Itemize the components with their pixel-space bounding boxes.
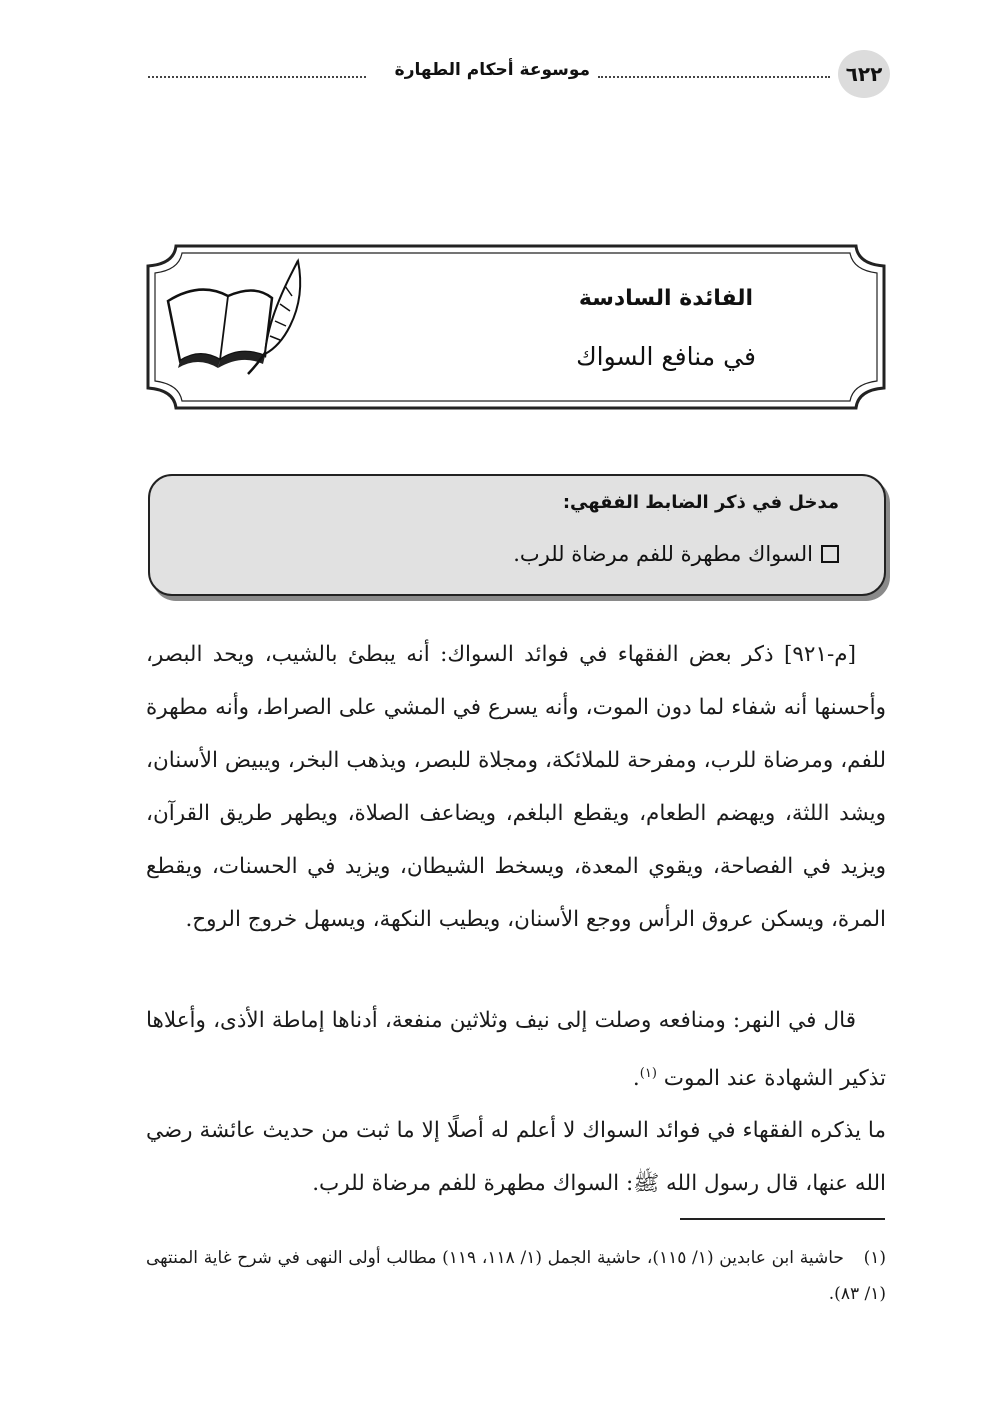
footnote-separator (680, 1218, 885, 1220)
chapter-subtitle: في منافع السواك (576, 342, 756, 371)
paragraph: [م-٩٢١] ذكر بعض الفقهاء في فوائد السواك: أنه يبطئ بالشيب، ويحد البصر، وأحسنها أنه شفاء لما دون الموت، وأنه يسرع في المشي على الصراط، وأنه مطهرة للفم، ومرضاة للرب، ومفرحة للملائكة، ومجلاة للبصر، ويذهب البخر، ويبيض الأسنان، ويشد اللثة، ويهضم الطعام، ويقطع البلغم، ويضاعف الصلاة، ويطهر طريق القرآن، ويزيد في الفصاحة، ويقوي المعدة، ويسخط الشيطان، ويزيد في الحسنات، ويقطع المرة، ويسكن عروق الرأس ووجع الأسنان، ويطيب النكهة، ويسهل خروج الروح. (146, 642, 886, 932)
book-title: موسوعة أحكام الطهارة (394, 60, 590, 80)
rule-text: السواك مطهرة للفم مرضاة للرب. (513, 542, 813, 566)
book-and-quill-icon (160, 256, 310, 381)
chapter-title-frame (146, 244, 886, 410)
rule-box (148, 474, 886, 596)
footnote-label: (١) (863, 1248, 887, 1268)
rule-heading: مدخل في ذكر الضابط الفقهي: (562, 492, 839, 513)
page-number: ٦٢٢ (838, 50, 890, 98)
paragraph: ما يذكره الفقهاء في فوائد السواك لا أعلم له أصلًا إلا ما ثبت من حديث عائشة رضي الله عنها، قال رسول الله ﷺ: السواك مطهرة للفم مرضاة للرب. (146, 1118, 886, 1196)
footnote (146, 1240, 886, 1312)
footnote-ref[interactable]: (١) (639, 1066, 657, 1081)
header-dots-right (598, 76, 830, 78)
paragraph-text: قال في النهر: ومنافعه وصلت إلى نيف وثلاثين منفعة، أدناها إماطة الأذى، وأعلاها تذكير الشهادة عند الموت (146, 1008, 886, 1092)
checkbox-square-icon (821, 545, 839, 563)
chapter-title: الفائدة السادسة (578, 286, 754, 311)
page-header (145, 50, 890, 98)
rule-statement (513, 542, 839, 566)
header-dots-left (148, 76, 366, 78)
footnote-text: حاشية ابن عابدين (١/ ١١٥)، حاشية الجمل (١/ ١١٨، ١١٩) مطالب أولى النهى في شرح غاية المنتهى (١/ ٨٣). (146, 1248, 886, 1304)
paragraph (146, 994, 886, 1105)
paragraph-end: . (632, 1066, 640, 1092)
